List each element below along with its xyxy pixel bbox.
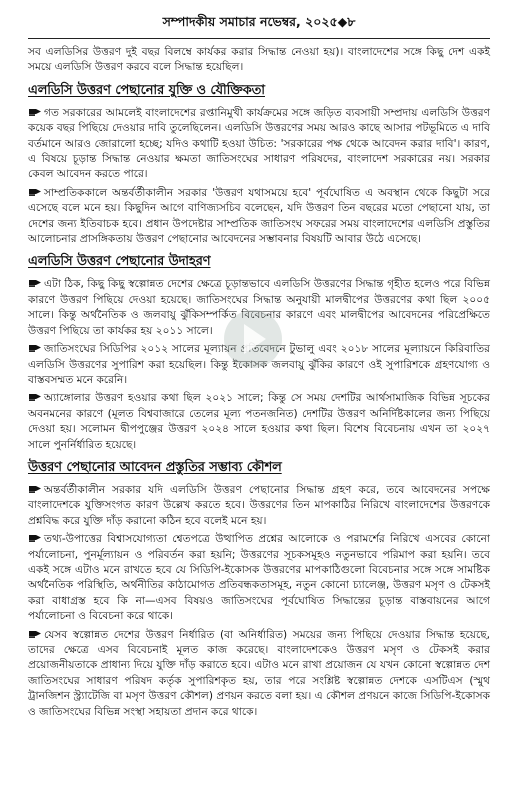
bullet-paragraph bbox=[28, 532, 490, 624]
bullet-text: অন্তর্বর্তীকালীন সরকার যদি এলডিসি উত্তরণ পেছানোর সিদ্ধান্ত গ্রহণ করে, তবে আবেদনের সপক্ষে বাংলাদেশকে যুক্তিসংগত কারণ উল্লেখ করতে হবে। উত্তরণের তিন মাপকাঠির নিরিখে বাংলাদেশের উত্তরণকে প্রশ্নবিদ্ধ করে যুক্তি দাঁড় করানো কঠিন হবে বলেই মনে হয়। bbox=[28, 483, 490, 527]
running-head: সম্পাদকীয় সমাচার নভেম্বর, ২০২৫◆৮ bbox=[28, 14, 490, 39]
bullet-text: সাম্প্রতিককালে অন্তর্বর্তীকালীন সরকার 'উত্তরণ যথাসময়ে হবে' পূর্বঘোষিত এ অবস্থান থেকে কিছুটা সরে এসেছে বলে মনে হয়। কিছুদিন আগে বাণিজ্যসচিব বলেছেন, যদি উত্তরণ তিন বছরের মতো পেছানো যায়, তা দেশের জন্য ইতিবাচক হবে। প্রধান উপদেষ্টার সাম্প্রতিক জাতিসংঘ সফরের সময় বাংলাদেশের এলডিসি প্রস্তুতির আলোচনার প্রাসঙ্গিকতায় উত্তরণ পেছানোর আবেদনের সম্ভাবনার বিষয়টি আবার উঠে এসেছে। bbox=[28, 186, 490, 246]
section-heading: এলডিসি উত্তরণ পেছানোর যুক্তি ও যৌক্তিকতা bbox=[28, 82, 265, 98]
bullet-text: এটা ঠিক, কিছু কিছু স্বল্পোন্নত দেশের ক্ষেত্রে চূড়ান্তভাবে এলডিসি উত্তরণের সিদ্ধান্ত গৃহীত হলেও পরে বিভিন্ন কারণে উত্তরণ পিছিয়ে দেওয়া হয়েছে। জাতিসংঘের সিদ্ধান্ত অনুযায়ী মালদ্বীপের উত্তরণের কথা ছিল ২০০৫ সালে। কিন্তু অর্থনৈতিক ও জলবায়ু ঝুঁকিসম্পর্কিত বিবেচনার কারণে এবং মালদ্বীপের আবেদনের পরিপ্রেক্ষিতে উত্তরণ পিছিয়ে তা কার্যকর হয় ২০১১ সালে। bbox=[28, 278, 490, 337]
pointing-hand-icon bbox=[28, 628, 42, 639]
bullet-text: জাতিসংঘের সিডিপির ২০১২ সালের মূল্যায়ন প্রতিবেদনে টুভালু এবং ২০১৮ সালের মূল্যায়নে কিরিবাতির এলডিসি উত্তরণের সুপারিশ করা হয়েছিল। কিন্তু ইকোসক জলবায়ু ঝুঁকির কারণে ওই সুপারিশকে গ্রহণযোগ্য ও বাস্তবসম্মত মনে করেনি। bbox=[28, 343, 490, 386]
pointing-hand-icon bbox=[28, 186, 42, 197]
bullet-paragraph bbox=[28, 186, 490, 248]
bullet-text: তথ্য-উপাত্তের বিশ্বাসযোগ্যতা শ্বেতপত্রে উত্থাপিত প্রশ্নের আলোকে ও পরামর্শের নিরিখে এসবের কোনো পর্যালোচনা, পুনর্মূল্যায়ন ও পরিবর্তন করা হয়নি; উত্তরণের সূচকসমূহও নতুনভাবে পরিমাপ করা হয়নি। তবে একই সঙ্গে এটাও মনে রাখতে হবে যে সিডিপি-ইকোসক উত্তরণের মাপকাঠিগুলো বিবেচনার সঙ্গে সঙ্গে সামষ্টিক অর্থনৈতিক পরিস্থিতি, অর্থনীতির কাঠামোগত প্রতিবন্ধকতাসমূহ, নতুন কোনো চ্যালেঞ্জ, উত্তরণ মসৃণ ও টেকসই করা বাধাগ্রস্ত হবে কি না—এসব বিষয়ও জাতিসংঘের পূর্বঘোষিত সিদ্ধান্তের চূড়ান্ত বাস্তবায়নের আগে পর্যালোচনা ও বিবেচনা করে থাকে। bbox=[28, 533, 490, 623]
pointing-hand-icon bbox=[28, 342, 42, 353]
play-watermark-icon bbox=[224, 310, 282, 368]
section-heading: উত্তরণ পেছানোর আবেদন প্রস্তুতির সম্ভাব্য কৌশল bbox=[28, 459, 282, 475]
pointing-hand-icon bbox=[28, 277, 42, 288]
pointing-hand-icon bbox=[28, 483, 42, 494]
bullet-text: অ্যাঙ্গোলার উত্তরণ হওয়ার কথা ছিল ২০২১ সালে; কিন্তু সে সময় দেশটির আর্থসামাজিক বিভিন্ন সূচকের অবনমনের কারণে (মূলত বিশ্ববাজারে তেলের মূল্য পতনজনিত) দেশটির উত্তরণ অনির্দিষ্টকালের জন্য পিছিয়ে দেওয়া হয়। সলোমন দ্বীপপুঞ্জের উত্তরণ ২০২৪ সালে হওয়ার কথা ছিল। বিশেষ বিবেচনায় এখন তা ২০২৭ সালে পুনর্নির্ধারিত হয়েছে। bbox=[28, 392, 490, 451]
bullet-paragraph bbox=[28, 483, 490, 529]
bullet-paragraph bbox=[28, 628, 490, 720]
bullet-paragraph bbox=[28, 391, 490, 453]
bullet-paragraph bbox=[28, 106, 490, 183]
pointing-hand-icon bbox=[28, 391, 42, 402]
section-heading: এলডিসি উত্তরণ পেছানোর উদাহরণ bbox=[28, 254, 211, 270]
intro-paragraph: সব এলডিসির উত্তরণ দুই বছর বিলম্বে কার্যকর করার সিদ্ধান্ত নেওয়া হয়)। বাংলাদেশের সঙ্গে কিছু দেশ একই সময়ে এলডিসি উত্তরণ করবে বলে সিদ্ধান্ত হয়েছিল। bbox=[28, 46, 490, 74]
bullet-text: গত সরকারের আমলেই বাংলাদেশের রপ্তানিমুখী কার্যক্রমের সঙ্গে জড়িত ব্যবসায়ী সম্প্রদায় এলডিসি উত্তরণ কয়েক বছর পিছিয়ে দেওয়ার দাবি তুলেছিলেন। এলডিসি উত্তরণের সময় আরও কাছে আসার পটভূমিতে এ দাবি বর্তমানে আরও জোরালো হচ্ছে; যদিও কথাটি হওয়া উচিত: 'সরকারের পক্ষ থেকে আবেদন করার দাবি'। কারণ, এ বিষয়ে চূড়ান্ত সিদ্ধান্ত নেওয়ার ক্ষমতা জাতিসংঘের সাধারণ পরিষদের, বাংলাদেশ সরকারের নয়। সরকার কেবল আবেদন করতে পারে। bbox=[28, 106, 490, 181]
pointing-hand-icon bbox=[28, 532, 42, 543]
pointing-hand-icon bbox=[28, 106, 42, 117]
bullet-text: যেসব স্বল্পোন্নত দেশের উত্তরণ নির্ধারিত (বা অনির্ধারিত) সময়ের জন্য পিছিয়ে দেওয়ার সিদ্ধান্ত হয়েছে, তাদের ক্ষেত্রে এসব বিবেচনাই মূলত কাজ করেছে। বাংলাদেশকেও উত্তরণ মসৃণ ও টেকসই করার প্রয়োজনীয়তাকে প্রাধান্য দিয়ে যুক্তি দাঁড় করাতে হবে। এটাও মনে রাখা প্রয়োজন যে যখন কোনো স্বল্পোন্নত দেশ জাতিসংঘের সাধারণ পরিষদ কর্তৃক সুপারিশকৃত হয়, তার পরে সংশ্লিষ্ট স্বল্পোন্নত দেশকে এসটিএস (স্মুথ ট্রানজিশন স্ট্র্যাটেজি বা মসৃণ উত্তরণ কৌশল) প্রণয়ন করতে বলা হয়। এ কৌশল প্রণয়নে কাজে সিডিপি-ইকোসক ও জাতিসংঘের বিভিন্ন সংস্থা সহায়তা প্রদান করে থাকে। bbox=[28, 628, 490, 718]
